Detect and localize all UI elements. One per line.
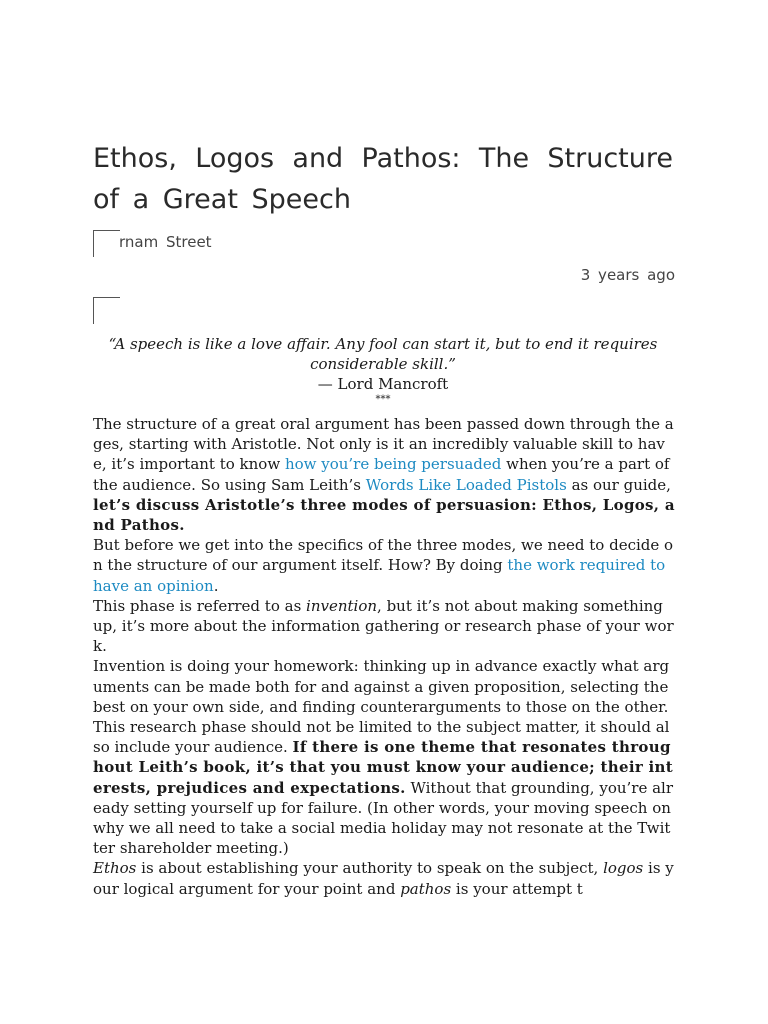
italic-text: invention [306, 596, 378, 615]
article-body [93, 414, 675, 899]
text: is your logical argument for your point and [93, 859, 674, 898]
link-how-persuaded[interactable]: how you’re being persuaded [284, 455, 502, 474]
link-work-required-opinion[interactable]: the work required to have an opinion [93, 556, 666, 595]
section-divider: *** [375, 394, 391, 405]
text: when you’re a part of the audience. So using Sam Leith’s [93, 455, 670, 494]
text: . [213, 576, 219, 595]
text: This research phase should not be limited to the subject matter, it should also include your audience. [93, 718, 670, 757]
bold-text: If there is one theme that resonates throughout Leith’s book, it’s that you must know your audience; their interests, prejudices and expectations. [93, 738, 673, 797]
italic-text: pathos [400, 879, 452, 898]
text: The structure of a great oral argument has been passed down through the ages, starting with Aristotle. Not only is it an incredibly valuable skill to have, it’s important to know [93, 415, 674, 474]
post-time: 3 years ago [580, 266, 675, 284]
paragraph [93, 596, 675, 657]
text: as our guide, [566, 475, 671, 494]
paragraph [93, 858, 675, 898]
quote-text: “A speech is like a love affair. Any fool can start it, but to end it requires considerable skill.” [108, 335, 658, 373]
article-title: Ethos, Logos and Pathos: The Structure of a Great Speech [93, 143, 673, 215]
link-words-like-loaded-pistols[interactable]: Words Like Loaded Pistols [365, 475, 567, 494]
text: , but it’s not about making something up, it’s more about the information gathering or research phase of your work. [93, 596, 674, 656]
text: is your attempt t [451, 879, 583, 898]
bold-text: let’s discuss Aristotle’s three modes of persuasion: Ethos, Logos, and Pathos. [93, 495, 675, 535]
text: is about establishing your authority to speak on the subject, [136, 859, 604, 878]
paragraph: Invention is doing your homework: thinking up in advance exactly what arguments can be made both for and against a given proposition, selecting the best on your own side, and finding counterarguments to those on the other. [93, 657, 670, 716]
text: This phase is referred to as [93, 596, 307, 615]
author-name[interactable]: rnam Street [119, 233, 212, 251]
italic-text: logos [603, 859, 644, 878]
image-placeholder [93, 297, 120, 324]
text: But before we get into the specifics of the three modes, we need to decide on the structure of our argument itself. How? By doing [93, 536, 674, 575]
author-avatar[interactable] [93, 230, 120, 257]
italic-text: Ethos [93, 859, 137, 878]
text: Without that grounding, you’re already setting yourself up for failure. (In other words, your moving speech on why we all need to take a social media holiday may not resonate at the Twitter shareholder meeting.) [93, 778, 674, 858]
paragraph [93, 717, 675, 858]
paragraph [93, 535, 675, 596]
paragraph [93, 414, 675, 535]
epigraph [93, 334, 673, 406]
quote-attribution: — Lord Mancroft [317, 375, 449, 393]
